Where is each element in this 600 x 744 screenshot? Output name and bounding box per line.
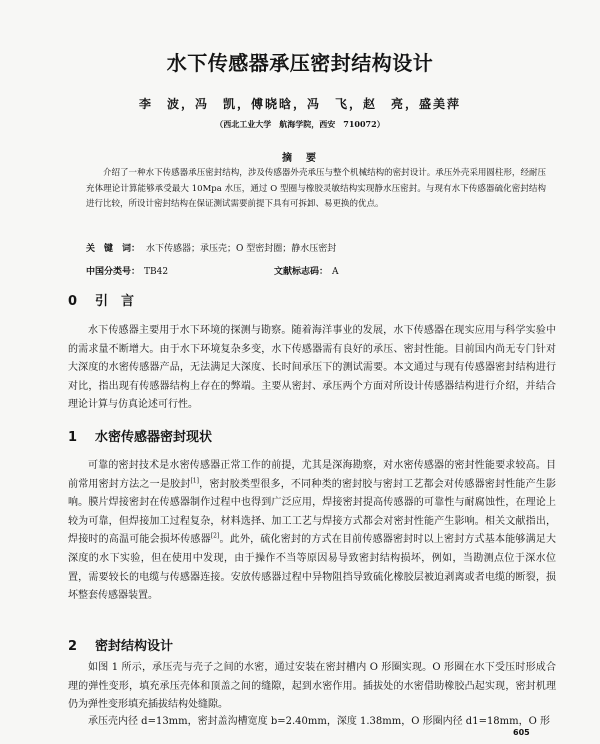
- section-title: 水密传感器密封现状: [95, 430, 213, 445]
- section-title: 密封结构设计: [95, 639, 174, 654]
- section-title: 引 言: [95, 294, 135, 309]
- affiliation: （西北工业大学 航海学院，西安 710072）: [215, 119, 385, 129]
- page-number: 605: [513, 728, 530, 737]
- section-number: 1: [68, 430, 78, 445]
- citation-2: [2]: [210, 533, 220, 541]
- section-2-paragraph-2: 承压壳内径 d=13mm，密封盖沟槽宽度 b=2.40mm，深度 1.38mm，O 形圈内径 d1=18mm，O 形: [88, 716, 551, 727]
- keywords: [86, 242, 556, 256]
- classification-line: [86, 264, 556, 277]
- author-list: 李 波，冯 凯，傅晓晗，冯 飞，赵 亮，盛美萍: [138, 97, 461, 111]
- abstract-heading: 摘 要: [282, 153, 318, 164]
- section-1-paragraph: [68, 457, 556, 606]
- doc-code-label: 文献标志码：: [274, 267, 329, 277]
- citation-1: [1]: [190, 477, 199, 485]
- section-number: 2: [68, 639, 78, 654]
- keywords-text: 水下传感器；承压壳；O 型密封圈；静水压密封: [146, 244, 337, 254]
- paragraph-text: 。此外，硫化密封的方式在目前传感器密封时以上密封方式基本能够满足大深度的水下实验，但在使用中发现，由于操作不当等原因易导致密封结构损坏，例如，当勘测点位于深水位置，需要较长的电缆与传感器连接。安放传感器过程中异物阻挡导致硫化橡胶层被迫剥离或者电缆的断裂，损坏整套传感器装置。: [68, 534, 557, 602]
- section-0-paragraph: 水下传感器主要用于水下环境的探测与勘察。随着海洋事业的发展，水下传感器在现实应用与科学实验中的需求量不断增大。由于水下环境复杂多变，水下传感器需有良好的承压、密封性能。目前国内尚无专门针对大深度的水密传感器产品，无法满足大深度、长时间承压下的测试需要。本文通过与现有传感器密封结构进行对比，指出现有传感器结构上存在的弊端。主要从密封、承压两个方面对所设计传感器结构进行介绍，并结合理论计算与仿真论述可行性。: [68, 325, 556, 411]
- paragraph-text: ，密封胶类型很多，不同种类的密封胶与密封工艺都会对传感器密封性能产生影响。膜片焊接密封在传感器制作过程中也得到广泛应用，焊接密封提高传感器的可靠性与耐腐蚀性，在理论上较为可靠，但焊接加工过程复杂，材料选择、加工工艺与焊接方式都会对密封性能产生影响。相关文献指出，焊接时的高温可能会损坏传感器: [68, 478, 557, 546]
- section-0-heading: [68, 290, 134, 309]
- keywords-label: 关 键 词：: [86, 244, 141, 254]
- section-2-paragraph-1: 如图 1 所示，承压壳与壳子之间的水密，通过安装在密封槽内 O 形圈实现。O 形圈在水下受压时形成合理的弹性变形，填充承压壳体和顶盖之间的缝隙，起到水密作用。插拔处的水密借助橡胶凸起实现，密封机理仍为弹性变形填充插拔结构处缝隙。: [68, 662, 556, 711]
- doc-code: [274, 264, 343, 277]
- section-number: 0: [68, 294, 78, 309]
- section-1-heading: [68, 426, 212, 445]
- classification-value: TB42: [144, 267, 169, 277]
- classification-label: 中国分类号：: [86, 267, 141, 277]
- abstract-text: 介绍了一种水下传感器承压密封结构，涉及传感器外壳承压与整个机械结构的密封设计。承压外壳采用圆柱形，经耐压充体理论计算能够承受最大 10Mpa 水压，通过 O 型圈与橡胶灵敏结构实现静水压密封。与现有水下传感器硫化密封结构进行比较，所设计密封结构在保证测试需要前提下具有可拆卸、易更换的优点。: [86, 168, 546, 209]
- doc-code-value: A: [332, 267, 339, 277]
- section-2-heading: [68, 635, 173, 654]
- paper-title: 水下传感器承压密封结构设计: [166, 51, 434, 75]
- paragraph-text: 可靠的密封技术是水密传感器正常工作的前提，尤其是深海勘察，对水密传感器的密封性能要求较高。目前常用密封方法之一是胶封: [68, 460, 556, 490]
